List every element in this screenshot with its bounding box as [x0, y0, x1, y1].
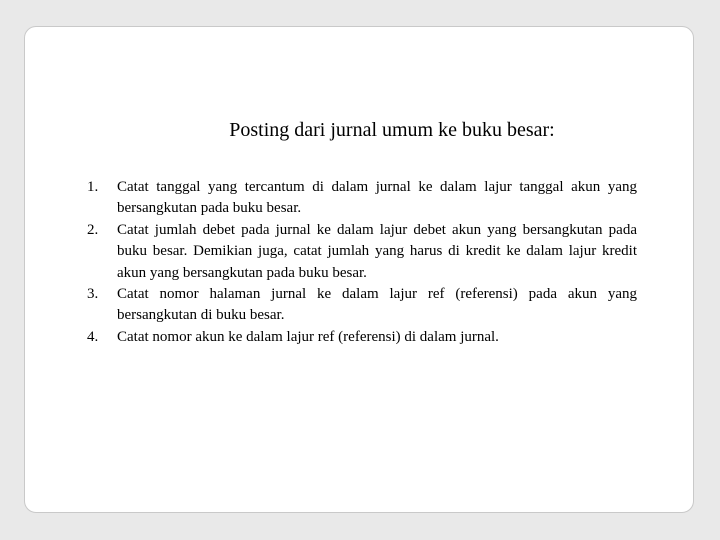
step-number: 4.	[87, 328, 99, 345]
step-text: Catat tanggal yang tercantum di dalam jurnal ke dalam lajur tanggal akun yang bersangkutan pada buku besar.	[117, 179, 637, 217]
step-number: 1.	[87, 179, 99, 195]
steps-list	[87, 177, 637, 348]
list-item	[87, 284, 637, 327]
list-item	[87, 327, 637, 348]
slide-title: Posting dari jurnal umum ke buku besar:	[229, 119, 555, 141]
step-number: 3.	[87, 286, 99, 303]
step-number: 2.	[87, 221, 99, 238]
slide-panel	[24, 26, 694, 513]
step-text: Catat nomor halaman jurnal ke dalam lajur ref (referensi) pada akun yang bersangkutan di buku besar.	[117, 286, 637, 324]
list-item	[87, 220, 637, 284]
step-text: Catat nomor akun ke dalam lajur ref (referensi) di dalam jurnal.	[117, 328, 499, 345]
step-text: Catat jumlah debet pada jurnal ke dalam lajur debet akun yang bersangkutan pada buku besar. Demikian juga, catat jumlah yang harus di kredit ke dalam lajur kredit akun yang bersangkutan pada buku besar.	[117, 221, 637, 281]
list-item	[87, 177, 637, 220]
